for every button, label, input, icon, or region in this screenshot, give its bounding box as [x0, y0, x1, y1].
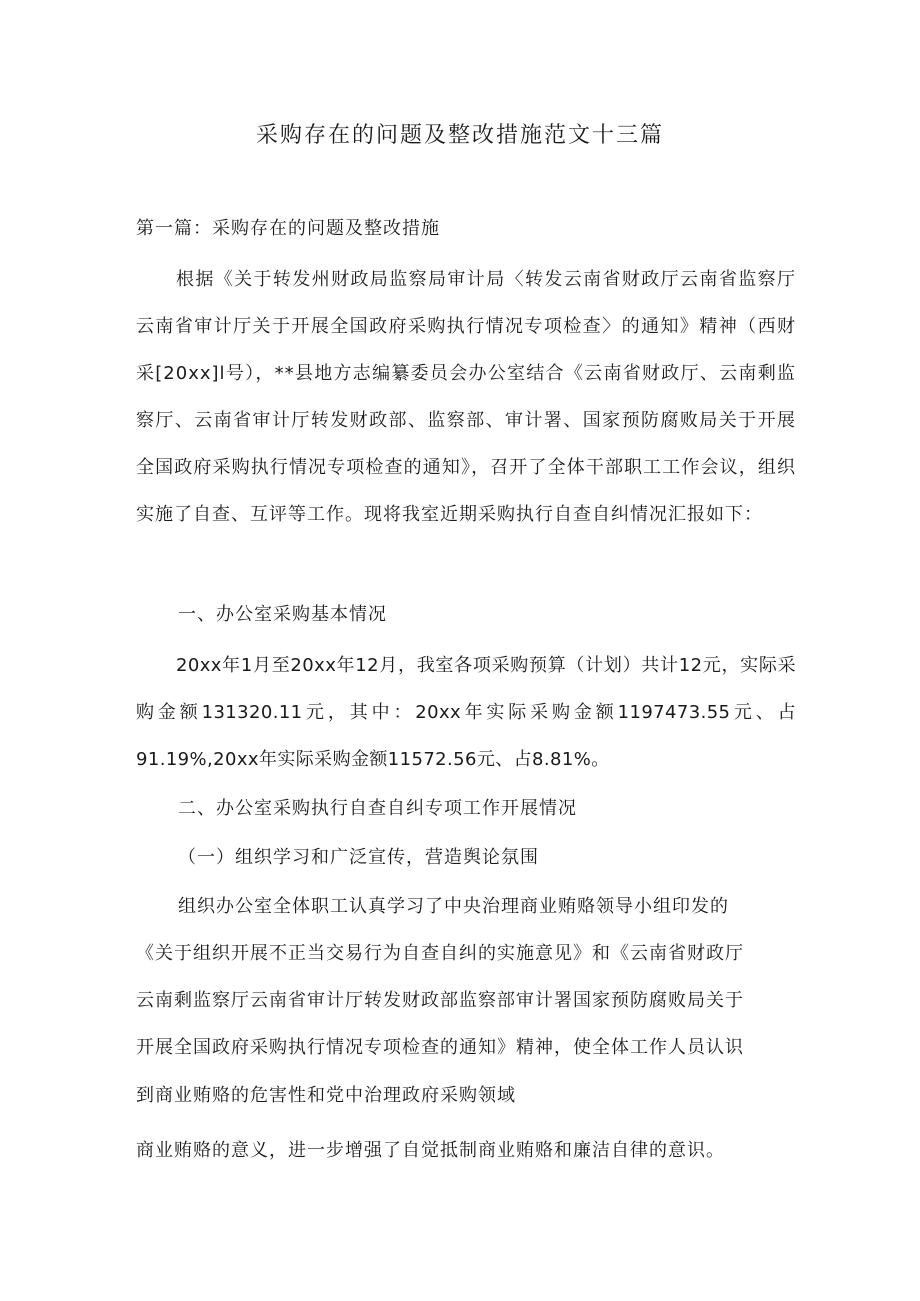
study-paragraph-line: 开展全国政府采购执行情况专项检查的通知》精神，使全体工作人员认识: [136, 1037, 744, 1058]
study-paragraph-line: 组织办公室全体职工认真学习了中央治理商业贿赂领导小组印发的: [178, 896, 729, 917]
study-paragraph-line: 《关于组织开展不正当交易行为自查自纠的实施意见》和《云南省财政厅: [136, 943, 744, 964]
subheading-study-publicity: （一）组织学习和广泛宣传，营造舆论氛围: [178, 847, 539, 868]
document-title: 采购存在的问题及整改措施范文十三篇: [255, 123, 664, 148]
heading-self-inspection: 二、办公室采购执行自查自纠专项工作开展情况: [178, 798, 577, 819]
study-paragraph-line: 商业贿赂的意义，进一步增强了自觉抵制商业贿赂和廉洁自律的意识。: [136, 1140, 725, 1161]
intro-paragraph: 根据《关于转发州财政局监察局审计局〈转发云南省财政厅云南省监察厅云南省审计厅关于开展全国政府采购执行情况专项检查〉的通知》精神（西财采[20xx]l号），**县地方志编纂委员会办公室结合《云南省财政厅、云南剩监察厅、云南省审计厅转发财政部、监察部、审计署、国家预防腐败局关于开展全国政府采购执行情况专项检查的通知》，召开了全体干部职工工作会议，组织实施了自查、互评等工作。现将我室近期采购执行自查自纠情况汇报如下：: [136, 269, 796, 525]
heading-basic-situation: 一、办公室采购基本情况: [178, 604, 387, 625]
study-paragraph-line: 云南剩监察厅云南省审计厅转发财政部监察部审计署国家预防腐败局关于: [136, 990, 744, 1011]
purchase-amount-paragraph: 20xx年1月至20xx年12月，我室各项采购预算（计划）共计12元，实际采购金额131320.11元，其中：20xx年实际采购金额1197473.55元、占91.19%,20xx年实际采购金额11572.56元、占8.81%。: [136, 655, 796, 770]
study-paragraph-line: 到商业贿赂的危害性和党中治理政府采购领域: [136, 1085, 516, 1106]
section-heading: 第一篇：采购存在的问题及整改措施: [136, 218, 440, 239]
